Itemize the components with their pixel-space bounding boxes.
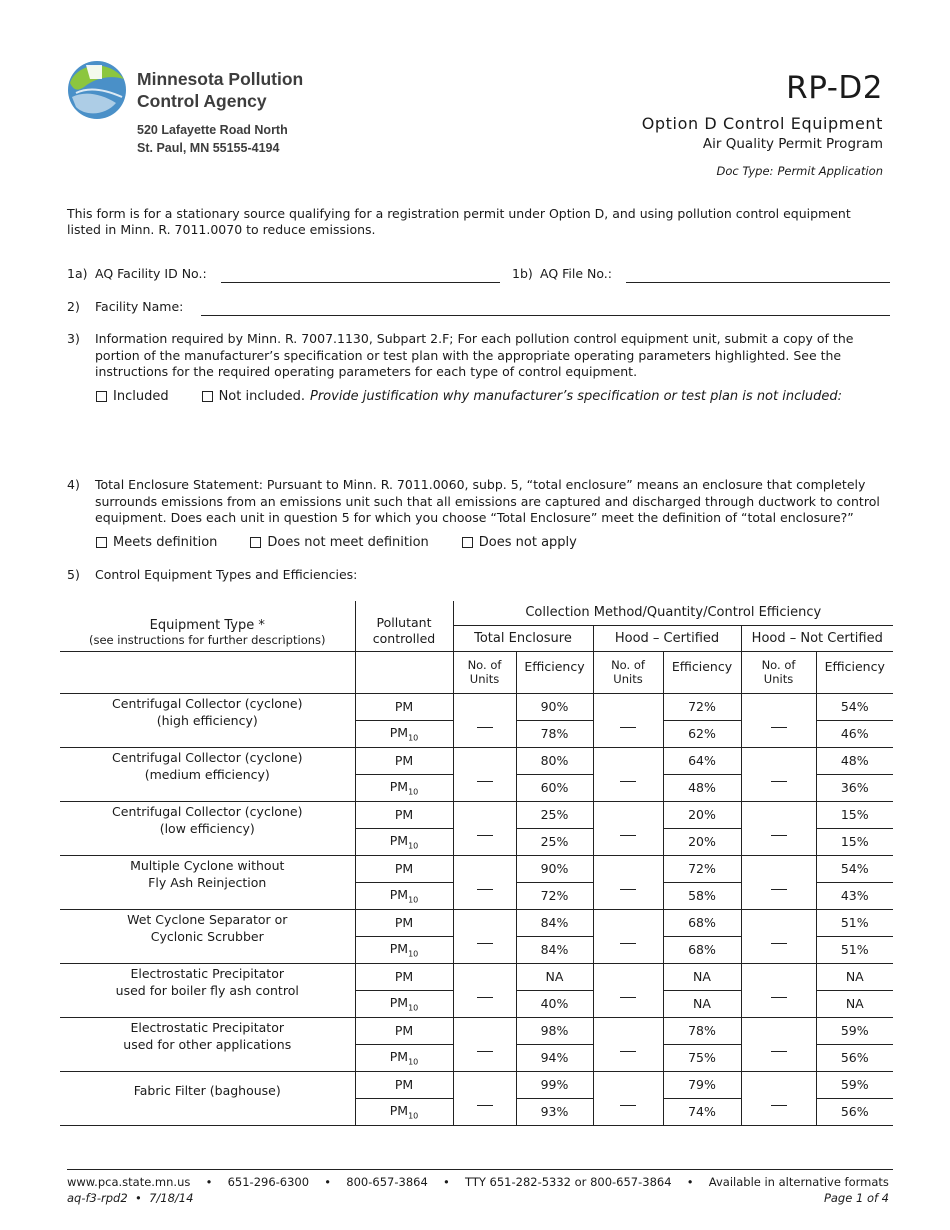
doc-type-value: Permit Application — [777, 164, 883, 178]
pm10-base: PM — [389, 940, 409, 956]
footer-meta — [67, 1191, 889, 1205]
footer-phone1: 651-296-6300 — [227, 1175, 310, 1189]
hc-pm-efficiency: 78% — [663, 1017, 741, 1044]
control-equipment-table — [60, 601, 893, 1126]
te-pm-efficiency: 99% — [516, 1071, 593, 1098]
footer-alt-formats: Available in alternative formats — [708, 1175, 889, 1189]
hc-units-header — [593, 651, 663, 693]
hnc-pm-efficiency: 59% — [816, 1017, 893, 1044]
te-units-input[interactable] — [453, 963, 516, 1017]
te-units-header — [453, 651, 516, 693]
footer-tty: TTY 651-282-5332 or 800-657-3864 — [465, 1175, 672, 1189]
table-row — [60, 855, 893, 882]
hc-units-input[interactable] — [593, 855, 663, 909]
equipment-type-note: (see instructions for further descriptions) — [89, 632, 326, 647]
hnc-pm-efficiency: 48% — [816, 747, 893, 774]
te-pm10-efficiency: 78% — [516, 720, 593, 747]
does-not-apply-label: Does not apply — [478, 535, 577, 550]
te-units-input[interactable] — [453, 747, 516, 801]
pm10-subscript: 10 — [408, 733, 419, 743]
pollutant-subheader-blank — [355, 651, 453, 693]
pm10-base: PM — [389, 832, 409, 848]
hc-pm-efficiency: 79% — [663, 1071, 741, 1098]
pollutant-header-line2: controlled — [372, 630, 436, 646]
hnc-pm10-efficiency: 46% — [816, 720, 893, 747]
total-enclosure-header: Total Enclosure — [453, 625, 593, 651]
equipment-name-line2: (high efficiency) — [156, 713, 258, 728]
hc-pm-efficiency: NA — [663, 963, 741, 990]
hnc-pm10-efficiency: 43% — [816, 882, 893, 909]
hc-pm10-efficiency: 68% — [663, 936, 741, 963]
pollutant-pm10 — [355, 774, 453, 801]
hc-pm-efficiency: 72% — [663, 855, 741, 882]
equipment-name-line2: Fly Ash Reinjection — [148, 875, 267, 890]
agency-name-line2: Control Agency — [137, 91, 267, 111]
units-line1: No. of — [467, 658, 502, 672]
hnc-pm10-efficiency: NA — [816, 990, 893, 1017]
te-pm10-efficiency: 94% — [516, 1044, 593, 1071]
pollutant-pm10 — [355, 720, 453, 747]
table-row — [60, 1017, 893, 1044]
hc-pm-efficiency: 20% — [663, 801, 741, 828]
te-pm-efficiency: 80% — [516, 747, 593, 774]
equipment-name — [60, 909, 355, 963]
footer-phone2: 800-657-3864 — [346, 1175, 428, 1189]
equipment-name — [60, 801, 355, 855]
footer-bullet: • — [442, 1175, 450, 1189]
te-units-input[interactable] — [453, 1017, 516, 1071]
pollutant-pm10 — [355, 936, 453, 963]
hc-pm10-efficiency: 62% — [663, 720, 741, 747]
pollutant-pm10 — [355, 828, 453, 855]
footer-contact — [67, 1175, 889, 1189]
table-row — [60, 801, 893, 828]
pollutant-pm: PM — [355, 801, 453, 828]
meets-definition-checkbox[interactable] — [96, 537, 107, 548]
units-line2: Units — [469, 672, 500, 686]
hc-pm10-efficiency: 74% — [663, 1098, 741, 1125]
pm10-base: PM — [389, 886, 409, 902]
equipment-name-line1: Centrifugal Collector (cyclone) — [112, 750, 303, 765]
does-not-apply-option[interactable] — [462, 535, 577, 550]
hnc-pm10-efficiency: 15% — [816, 828, 893, 855]
pm10-subscript: 10 — [408, 787, 419, 797]
hnc-units-input[interactable] — [741, 855, 816, 909]
facility-name-field[interactable] — [201, 315, 890, 316]
q5-number: 5) — [67, 567, 80, 582]
table-row — [60, 909, 893, 936]
te-units-input[interactable] — [453, 801, 516, 855]
hnc-pm-efficiency: 59% — [816, 1071, 893, 1098]
footer-bullet: • — [205, 1175, 213, 1189]
q3-text: Information required by Minn. R. 7007.1130, Subpart 2.F; For each pollution control equipment unit, submit a copy of the portion of the manufacturer’s specification or test plan with the appropriate operating parameters highlighted. See the instructions for the required operating parameters for each type of control equipment. — [95, 331, 854, 379]
pm10-base: PM — [389, 994, 409, 1010]
footer-form-id — [67, 1191, 193, 1205]
hnc-pm-efficiency: 51% — [816, 909, 893, 936]
units-line2: Units — [763, 672, 794, 686]
hc-pm-efficiency: 64% — [663, 747, 741, 774]
pm10-base: PM — [389, 1102, 409, 1118]
q1a-label: AQ Facility ID No.: — [95, 266, 207, 281]
hnc-units-input[interactable] — [741, 747, 816, 801]
units-line1: No. of — [761, 658, 796, 672]
te-pm10-efficiency: 60% — [516, 774, 593, 801]
equipment-name-line1: Centrifugal Collector (cyclone) — [112, 696, 303, 711]
address-line1: 520 Lafayette Road North — [137, 123, 288, 137]
te-pm10-efficiency: 84% — [516, 936, 593, 963]
not-included-label: Not included. — [218, 389, 305, 404]
hnc-units-header — [741, 651, 816, 693]
hnc-pm-efficiency: 54% — [816, 855, 893, 882]
pollutant-pm: PM — [355, 747, 453, 774]
pollutant-pm10 — [355, 990, 453, 1017]
table-row — [60, 693, 893, 720]
form-date: 7/18/14 — [149, 1191, 194, 1205]
te-pm10-efficiency: 40% — [516, 990, 593, 1017]
agency-address — [137, 121, 288, 157]
hc-pm10-efficiency: 58% — [663, 882, 741, 909]
hc-pm10-efficiency: NA — [663, 990, 741, 1017]
pm10-subscript: 10 — [408, 1003, 419, 1013]
q2-number: 2) — [67, 299, 80, 314]
not-meet-definition-option[interactable] — [250, 535, 428, 550]
te-pm-efficiency: 98% — [516, 1017, 593, 1044]
hnc-pm10-efficiency: 56% — [816, 1098, 893, 1125]
equipment-name — [60, 1071, 355, 1125]
hnc-pm-efficiency: 15% — [816, 801, 893, 828]
form-program: Air Quality Permit Program — [702, 136, 883, 152]
hood-certified-header: Hood – Certified — [593, 625, 741, 651]
not-included-option[interactable] — [202, 389, 305, 404]
te-pm-efficiency: 90% — [516, 855, 593, 882]
q3-options — [96, 389, 842, 404]
form-id: aq-f3-rpd2 — [67, 1191, 128, 1205]
pm10-subscript: 10 — [408, 841, 419, 851]
pm10-base: PM — [389, 1048, 409, 1064]
hc-units-input[interactable] — [593, 1071, 663, 1125]
te-pm10-efficiency: 72% — [516, 882, 593, 909]
table-row — [60, 1071, 893, 1098]
hc-units-input[interactable] — [593, 693, 663, 747]
units-line2: Units — [613, 672, 643, 686]
equipment-name — [60, 693, 355, 747]
form-code: RP-D2 — [786, 70, 883, 106]
equipment-subheader-blank — [60, 651, 355, 693]
footer-divider — [67, 1169, 893, 1170]
included-option[interactable] — [96, 389, 169, 404]
pm10-subscript: 10 — [408, 949, 419, 959]
pollutant-pm10 — [355, 1098, 453, 1125]
q1b-number: 1b) — [512, 266, 533, 281]
pollutant-pm10 — [355, 882, 453, 909]
hc-pm10-efficiency: 48% — [663, 774, 741, 801]
doc-type — [712, 164, 883, 178]
te-units-input[interactable] — [453, 693, 516, 747]
hnc-pm10-efficiency: 51% — [816, 936, 893, 963]
te-units-input[interactable] — [453, 1071, 516, 1125]
q4-number: 4) — [67, 477, 80, 492]
te-pm-efficiency: 84% — [516, 909, 593, 936]
pollutant-pm: PM — [355, 963, 453, 990]
equipment-name — [60, 747, 355, 801]
pollutant-pm: PM — [355, 855, 453, 882]
equipment-name-line1: Fabric Filter (baghouse) — [133, 1082, 281, 1098]
equipment-name-line2: used for other applications — [123, 1037, 292, 1052]
pollutant-header — [355, 601, 453, 651]
pm10-base: PM — [389, 778, 409, 794]
file-no-field[interactable] — [626, 282, 890, 283]
hnc-units-input[interactable] — [741, 693, 816, 747]
pollutant-pm: PM — [355, 909, 453, 936]
equipment-type-title: Equipment Type * — [149, 617, 265, 633]
hnc-units-input[interactable] — [741, 909, 816, 963]
te-pm10-efficiency: 93% — [516, 1098, 593, 1125]
hc-units-input[interactable] — [593, 963, 663, 1017]
table-row — [60, 747, 893, 774]
equipment-name-line2: Cyclonic Scrubber — [150, 929, 264, 944]
pollutant-pm: PM — [355, 1017, 453, 1044]
agency-name-line1: Minnesota Pollution — [137, 69, 304, 89]
pm10-subscript: 10 — [408, 1057, 419, 1067]
units-line1: No. of — [611, 658, 645, 672]
pm10-subscript: 10 — [408, 895, 419, 905]
form-title: Option D Control Equipment — [641, 114, 883, 133]
pm10-base: PM — [389, 724, 409, 740]
q4-options — [96, 535, 577, 550]
q5-label: Control Equipment Types and Efficiencies: — [95, 567, 358, 582]
q4-text: Total Enclosure Statement: Pursuant to Minn. R. 7011.0060, subp. 5, “total enclosure” means an enclosure that completely surrounds emissions from an emissions unit such that all emissions are captured and discharged through ductwork to control equipment. Does each unit in question 5 for which you choose “Total Enclosure” meet the definition of “total enclosure?” — [95, 477, 880, 525]
hc-pm-efficiency: 68% — [663, 909, 741, 936]
hc-units-input[interactable] — [593, 1017, 663, 1071]
equipment-name-line2: (medium efficiency) — [144, 767, 270, 782]
pollutant-header-line1: Pollutant — [376, 614, 432, 630]
te-units-input[interactable] — [453, 909, 516, 963]
hnc-pm10-efficiency: 36% — [816, 774, 893, 801]
hnc-units-input[interactable] — [741, 963, 816, 1017]
page-number: Page 1 of 4 — [823, 1191, 889, 1205]
hc-pm10-efficiency: 75% — [663, 1044, 741, 1071]
pollutant-pm: PM — [355, 1071, 453, 1098]
address-line2: St. Paul, MN 55155-4194 — [137, 141, 280, 155]
justification-prompt: Provide justification why manufacturer’s specification or test plan is not included: — [309, 389, 842, 404]
q1b-label: AQ File No.: — [540, 266, 612, 281]
hc-pm-efficiency: 72% — [663, 693, 741, 720]
equipment-name — [60, 1017, 355, 1071]
te-pm-efficiency: 90% — [516, 693, 593, 720]
te-pm-efficiency: NA — [516, 963, 593, 990]
not-meet-definition-checkbox[interactable] — [250, 537, 261, 548]
equipment-name-line1: Wet Cyclone Separator or — [127, 912, 288, 927]
footer-bullet: • — [686, 1175, 694, 1189]
footer-bullet: • — [324, 1175, 332, 1189]
included-checkbox[interactable] — [96, 391, 107, 402]
equipment-name-line2: used for boiler fly ash control — [115, 983, 299, 998]
hnc-units-input[interactable] — [741, 1017, 816, 1071]
equipment-name — [60, 855, 355, 909]
does-not-apply-checkbox[interactable] — [462, 537, 473, 548]
hc-pm10-efficiency: 20% — [663, 828, 741, 855]
hood-not-certified-header: Hood – Not Certified — [741, 625, 893, 651]
equipment-name — [60, 963, 355, 1017]
equipment-name-line2: (low efficiency) — [159, 821, 255, 836]
equipment-name-line1: Electrostatic Precipitator — [130, 966, 284, 981]
hnc-pm10-efficiency: 56% — [816, 1044, 893, 1071]
footer-bullet: • — [134, 1191, 142, 1205]
hnc-units-input[interactable] — [741, 801, 816, 855]
not-included-checkbox[interactable] — [202, 391, 213, 402]
footer-website[interactable]: www.pca.state.mn.us — [67, 1175, 191, 1189]
hc-efficiency-header: Efficiency — [663, 651, 741, 693]
hnc-units-input[interactable] — [741, 1071, 816, 1125]
q3-number: 3) — [67, 331, 80, 346]
intro-text: This form is for a stationary source qualifying for a registration permit under Option D, and using pollution control equipment listed in Minn. R. 7011.0070 to reduce emissions. — [67, 206, 851, 237]
hnc-pm-efficiency: NA — [816, 963, 893, 990]
te-efficiency-header: Efficiency — [516, 651, 593, 693]
equipment-name-line1: Centrifugal Collector (cyclone) — [112, 804, 303, 819]
q2-label: Facility Name: — [95, 299, 184, 314]
equipment-name-line1: Electrostatic Precipitator — [130, 1020, 284, 1035]
meets-definition-label: Meets definition — [113, 535, 218, 550]
te-pm10-efficiency: 25% — [516, 828, 593, 855]
pollutant-pm: PM — [355, 693, 453, 720]
pm10-subscript: 10 — [408, 1111, 419, 1121]
equipment-type-header — [60, 601, 355, 651]
hnc-pm-efficiency: 54% — [816, 693, 893, 720]
hnc-efficiency-header: Efficiency — [816, 651, 893, 693]
q1a-number: 1a) — [67, 266, 88, 281]
agency-name — [137, 68, 303, 112]
meets-definition-option[interactable] — [96, 535, 217, 550]
hc-units-input[interactable] — [593, 801, 663, 855]
te-pm-efficiency: 25% — [516, 801, 593, 828]
doc-type-label: Doc Type: — [716, 164, 774, 178]
table-body — [60, 693, 893, 1125]
pollutant-pm10 — [355, 1044, 453, 1071]
hc-units-input[interactable] — [593, 747, 663, 801]
mpca-logo-icon — [66, 57, 128, 121]
collection-method-header: Collection Method/Quantity/Control Efficiency — [453, 601, 893, 625]
table-row — [60, 963, 893, 990]
facility-id-field[interactable] — [221, 282, 500, 283]
not-meet-definition-label: Does not meet definition — [267, 535, 429, 550]
hc-units-input[interactable] — [593, 909, 663, 963]
included-label: Included — [113, 389, 169, 404]
te-units-input[interactable] — [453, 855, 516, 909]
equipment-name-line1: Multiple Cyclone without — [130, 858, 285, 873]
